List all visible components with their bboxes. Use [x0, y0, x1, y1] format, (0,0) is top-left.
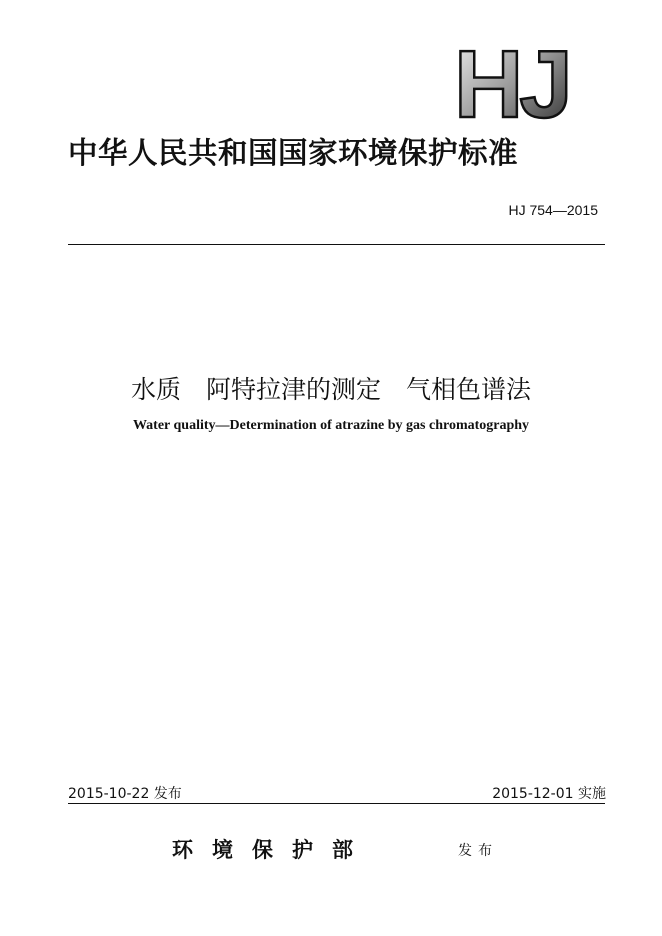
- chinese-title: 水质 阿特拉津的测定 气相色谱法: [130, 375, 531, 404]
- bottom-divider: [68, 803, 605, 804]
- implementation-date: 2015-12-01 实施: [492, 786, 606, 802]
- top-divider: [68, 244, 605, 245]
- english-title: Water quality—Determination of atrazine by gas chromatography: [132, 418, 530, 433]
- issue-date: 2015-10-22 发布: [68, 786, 182, 802]
- issuing-authority: 环境保护部: [172, 837, 372, 862]
- issue-label: 发布: [458, 843, 498, 859]
- standard-code: HJ 754—2015: [508, 202, 598, 218]
- standard-type-title: 中华人民共和国国家环境保护标准: [68, 135, 519, 170]
- hj-logo: [452, 44, 602, 122]
- hj-logo-text: HJ: [454, 44, 569, 122]
